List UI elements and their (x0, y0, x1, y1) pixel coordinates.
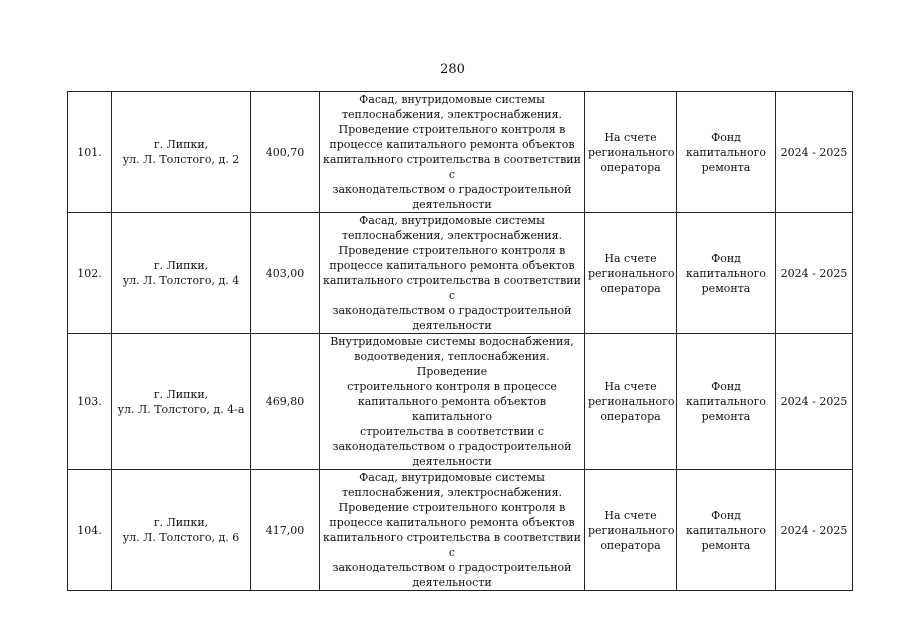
row-number-cell: 104. (68, 470, 112, 591)
row-number-cell: 102. (68, 213, 112, 334)
funding-source-cell: Фонд капитального ремонта (677, 470, 776, 591)
works-line: процессе капитального ремонта объектов (329, 259, 575, 272)
works-line: Проведение строительного контроля в (338, 123, 566, 136)
works-line: деятельности (412, 319, 492, 332)
period-cell: 2024 - 2025 (776, 92, 853, 213)
works-cell (320, 92, 585, 213)
period-cell: 2024 - 2025 (776, 334, 853, 470)
works-line: законодательством о градостроительной (332, 304, 572, 317)
works-line: законодательством о градостроительной (332, 440, 572, 453)
address-line: ул. Л. Толстого, д. 4-а (117, 402, 245, 416)
works-line: деятельности (412, 576, 492, 589)
row-number-cell: 101. (68, 92, 112, 213)
account-cell: На счете регионального оператора (585, 334, 677, 470)
works-line: теплоснабжения, электроснабжения. (341, 229, 563, 242)
works-cell (320, 213, 585, 334)
period-cell: 2024 - 2025 (776, 470, 853, 591)
works-line: процессе капитального ремонта объектов (329, 138, 575, 151)
address-line: ул. Л. Толстого, д. 6 (122, 531, 240, 544)
address-line: г. Липки, (153, 138, 209, 151)
works-line: Фасад, внутридомовые системы (359, 214, 545, 227)
works-line: строительства в соответствии с (359, 425, 545, 438)
works-line: строительного контроля в процессе (347, 380, 557, 393)
table-body (68, 92, 853, 591)
works-line: законодательством о градостроительной (332, 183, 572, 196)
account-cell: На счете регионального оператора (585, 470, 677, 591)
works-line: Фасад, внутридомовые системы (359, 471, 545, 484)
funding-source-cell: Фонд капитального ремонта (677, 334, 776, 470)
address-cell (112, 470, 251, 591)
area-cell: 417,00 (251, 470, 320, 591)
address-line: г. Липки, (153, 387, 209, 401)
page-number: 280 (440, 62, 465, 77)
period-cell: 2024 - 2025 (776, 213, 853, 334)
address-cell (112, 213, 251, 334)
works-line: деятельности (412, 455, 492, 468)
works-line: капитального ремонта объектов капитального (357, 395, 547, 423)
works-line: Внутридомовые системы водоснабжения, (330, 335, 574, 348)
address-cell (112, 92, 251, 213)
address-cell (112, 334, 251, 470)
works-line: Проведение строительного контроля в (338, 244, 566, 257)
funding-source-cell: Фонд капитального ремонта (677, 213, 776, 334)
works-line: капитального строительства в соответствии с (323, 274, 581, 302)
works-line: Фасад, внутридомовые системы (359, 93, 545, 106)
works-cell (320, 470, 585, 591)
works-line: деятельности (412, 198, 492, 211)
address-line: г. Липки, (153, 516, 209, 529)
row-number-cell: 103. (68, 334, 112, 470)
works-line: капитального строительства в соответствии с (323, 153, 581, 181)
table-row (68, 92, 853, 213)
account-cell: На счете регионального оператора (585, 213, 677, 334)
works-line: теплоснабжения, электроснабжения. (341, 486, 563, 499)
works-line: законодательством о градостроительной (332, 561, 572, 574)
account-cell: На счете регионального оператора (585, 92, 677, 213)
area-cell: 400,70 (251, 92, 320, 213)
table-row (68, 213, 853, 334)
table-row (68, 470, 853, 591)
works-line: водоотведения, теплоснабжения. Проведение (354, 350, 550, 378)
address-line: ул. Л. Толстого, д. 2 (122, 153, 240, 166)
table-row (68, 334, 853, 470)
works-table (67, 91, 853, 591)
works-line: процессе капитального ремонта объектов (329, 516, 575, 529)
works-line: Проведение строительного контроля в (338, 501, 566, 514)
works-cell (320, 334, 585, 470)
area-cell: 403,00 (251, 213, 320, 334)
works-line: капитального строительства в соответствии с (323, 531, 581, 559)
works-line: теплоснабжения, электроснабжения. (341, 108, 563, 121)
area-cell: 469,80 (251, 334, 320, 470)
funding-source-cell: Фонд капитального ремонта (677, 92, 776, 213)
address-line: г. Липки, (153, 259, 209, 272)
address-line: ул. Л. Толстого, д. 4 (122, 274, 240, 287)
